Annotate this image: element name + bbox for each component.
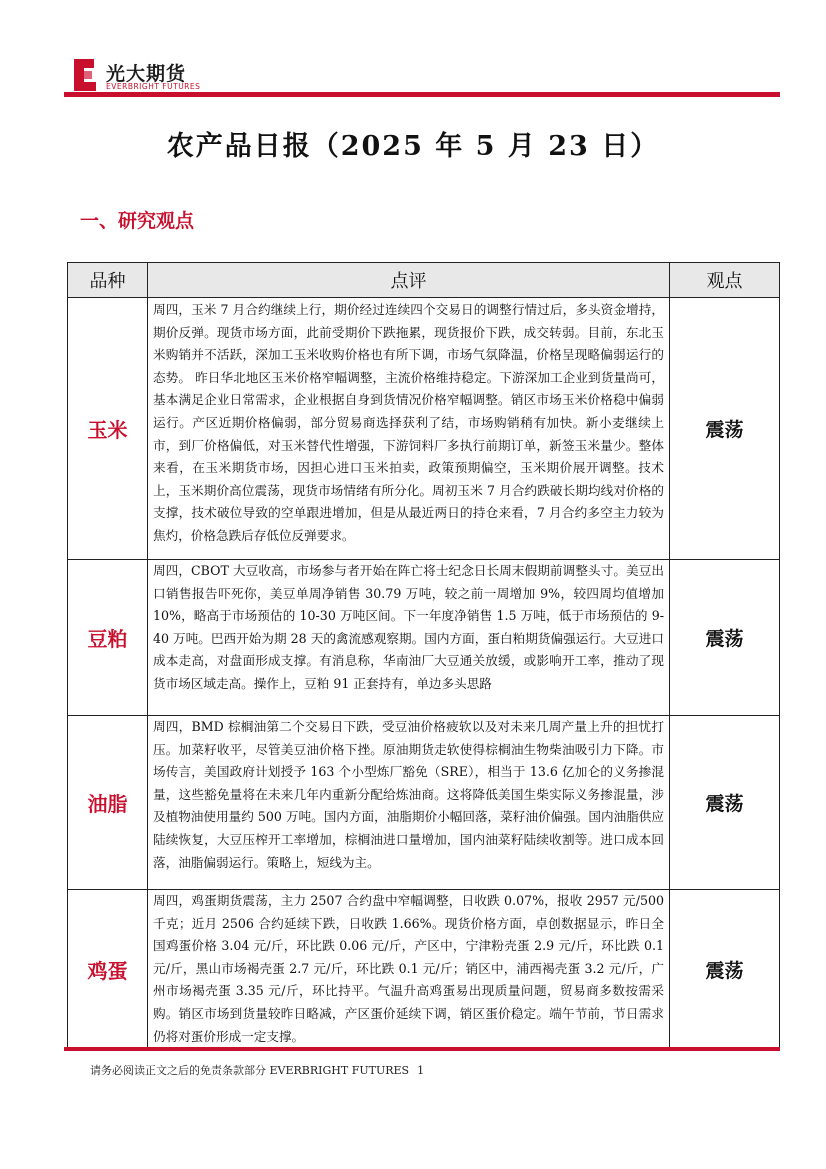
logo-text: 光大期货 bbox=[106, 63, 187, 85]
table-header-row bbox=[68, 263, 780, 298]
disclaimer-text: 请务必阅读正文之后的免责条款部分 EVERBRIGHT FUTURES bbox=[90, 1064, 410, 1077]
table-row bbox=[68, 298, 780, 560]
view-label: 震荡 bbox=[670, 890, 780, 1049]
product-name: 豆粕 bbox=[68, 560, 148, 716]
page-number: 1 bbox=[417, 1064, 425, 1077]
header-comment: 点评 bbox=[148, 263, 670, 298]
footer bbox=[90, 1062, 424, 1078]
research-table bbox=[67, 262, 780, 1049]
header-product: 品种 bbox=[68, 263, 148, 298]
product-name: 鸡蛋 bbox=[68, 890, 148, 1049]
page-title: 农产品日报（2025 年 5 月 23 日） bbox=[166, 131, 660, 162]
comment-text: 周四，鸡蛋期货震荡，主力 2507 合约盘中窄幅调整，日收跌 0.07%，报收 2957 元/500 千克；近月 2506 合约延续下跌，日收跌 1.66%。现货价格方面，卓创数据显示，昨日全国鸡蛋价格 3.04 元/斤，环比跌 0.06 元/斤，产区中，宁津粉壳蛋 2.9 元/斤，环比跌 0.1 元/斤，黑山市场褐壳蛋 2.7 元/斤，环比跌 0.1 元/斤；销区中，浦西褐壳蛋 3.2 元/斤，广州市场褐壳蛋 3.35 元/斤，环比持平。气温升高鸡蛋易出现质量问题，贸易商多数按需采购。销区市场到货量较昨日略减，产区蛋价延续下调，销区蛋价稳定。端午节前，节日需求仍将对蛋价形成一定支撑。 bbox=[148, 890, 670, 1049]
comment-text: 周四，玉米 7 月合约继续上行，期价经过连续四个交易日的调整行情过后，多头资金增持，期价反弹。现货市场方面，此前受期价下跌拖累，现货报价下跌，成交转弱。目前，东北玉米购销并不活跃，深加工玉米收购价格也有所下调，市场气氛降温，价格呈现略偏弱运行的态势。 昨日华北地区玉米价格窄幅调整，主流价格维持稳定。下游深加工企业到货量尚可，基本满足企业日常需求，企业根据自身到货情况价格窄幅调整。销区市场玉米价格稳中偏弱运行。产区近期价格偏弱，部分贸易商选择获利了结，市场购销稍有加快。新小麦继续上市，到厂价格偏低，对玉米替代性增强，下游饲料厂多执行前期订单，新签玉米量少。整体来看，在玉米期货市场，因担心进口玉米拍卖，政策预期偏空，玉米期价展开调整。技术上，玉米期价高位震荡，现货市场情绪有所分化。周初玉米 7 月合约跌破长期均线对价格的支撑，技术破位导致的空单跟进增加，但是从最近两日的持仓来看，7 月合约多空主力较为焦灼，价格急跌后存低位反弹要求。 bbox=[148, 298, 670, 560]
logo-icon bbox=[74, 59, 96, 91]
header-view: 观点 bbox=[670, 263, 780, 298]
header-divider bbox=[64, 92, 780, 97]
view-label: 震荡 bbox=[670, 560, 780, 716]
table-row bbox=[68, 716, 780, 890]
product-name: 玉米 bbox=[68, 298, 148, 560]
section-heading: 一、研究观点 bbox=[80, 210, 195, 232]
table-row bbox=[68, 890, 780, 1049]
product-name: 油脂 bbox=[68, 716, 148, 890]
comment-text: 周四，BMD 棕榈油第二个交易日下跌，受豆油价格疲软以及对未来几周产量上升的担忧打压。加菜籽收平，尽管美豆油价格下挫。原油期货走软使得棕榈油生物柴油吸引力下降。市场传言，美国政府计划授予 163 个小型炼厂豁免（SRE），相当于 13.6 亿加仑的义务掺混量，这些豁免量将在未来几年内重新分配给炼油商。这将降低美国生柴实际义务掺混量，涉及植物油使用量约 500 万吨。国内方面，油脂期价小幅回落，菜籽油价偏强。国内油脂供应陆续恢复，大豆压榨开工率增加，棕榈油进口量增加，国内油菜籽陆续收割等。进口成本回落，油脂偏弱运行。策略上，短线为主。 bbox=[148, 716, 670, 890]
view-label: 震荡 bbox=[670, 716, 780, 890]
view-label: 震荡 bbox=[670, 298, 780, 560]
comment-text: 周四，CBOT 大豆收高，市场参与者开始在阵亡将士纪念日长周末假期前调整头寸。美豆出口销售报告吓死你，美豆单周净销售 30.79 万吨，较之前一周增加 9%，较四周均值增加 10%，略高于市场预估的 10-30 万吨区间。下一年度净销售 1.5 万吨，低于市场预估的 9-40 万吨。巴西开始为期 28 天的禽流感观察期。国内方面，蛋白粕期货偏强运行。大豆进口成本走高，对盘面形成支撑。有消息称，华南油厂大豆通关放缓，或影响开工率，推动了现货市场区域走高。操作上，豆粕 91 正套持有，单边多头思路 bbox=[148, 560, 670, 716]
footer-divider bbox=[64, 1047, 780, 1051]
logo-subtitle: EVERBRIGHT FUTURES bbox=[106, 82, 201, 91]
table-row bbox=[68, 560, 780, 716]
